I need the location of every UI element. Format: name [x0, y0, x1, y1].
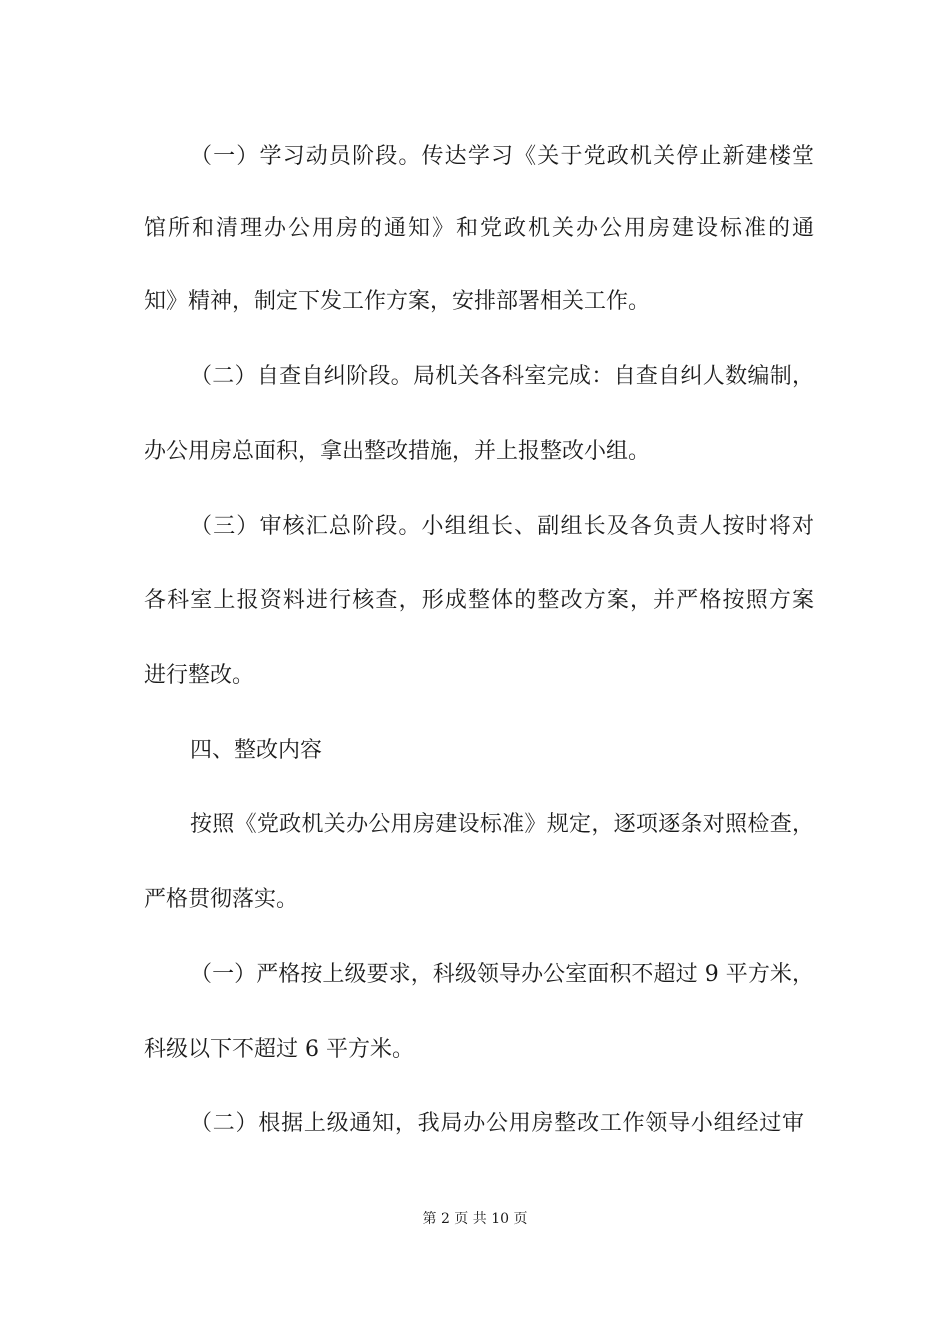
paragraph-line: （一）严格按上级要求，科级领导办公室面积不超过 9 平方米， [190, 962, 814, 987]
paragraph-line: （一）学习动员阶段。传达学习《关于党政机关停止新建楼堂 [190, 144, 814, 169]
paragraph-line: 各科室上报资料进行核查，形成整体的整改方案，并严格按照方案 [144, 588, 814, 613]
paragraph-line: 馆所和清理办公用房的通知》和党政机关办公用房建设标准的通 [144, 216, 814, 241]
paragraph-line: 办公用房总面积，拿出整改措施，并上报整改小组。 [144, 439, 651, 464]
section-heading: 四、整改内容 [190, 738, 323, 763]
paragraph-line: 科级以下不超过 6 平方米。 [144, 1037, 414, 1062]
paragraph-line: 按照《党政机关办公用房建设标准》规定，逐项逐条对照检查， [190, 812, 814, 837]
paragraph-line: （三）审核汇总阶段。小组组长、副组长及各负责人按时将对 [190, 514, 814, 539]
paragraph-line: （二）根据上级通知，我局办公用房整改工作领导小组经过审 [190, 1111, 804, 1136]
paragraph-line: 知》精神，制定下发工作方案，安排部署相关工作。 [144, 289, 651, 314]
paragraph-line: 进行整改。 [144, 663, 255, 688]
paragraph-line: （二）自查自纠阶段。局机关各科室完成：自查自纠人数编制， [190, 364, 814, 389]
page-number-footer: 第 2 页 共 10 页 [422, 1211, 528, 1227]
paragraph-line: 严格贯彻落实。 [144, 887, 299, 912]
